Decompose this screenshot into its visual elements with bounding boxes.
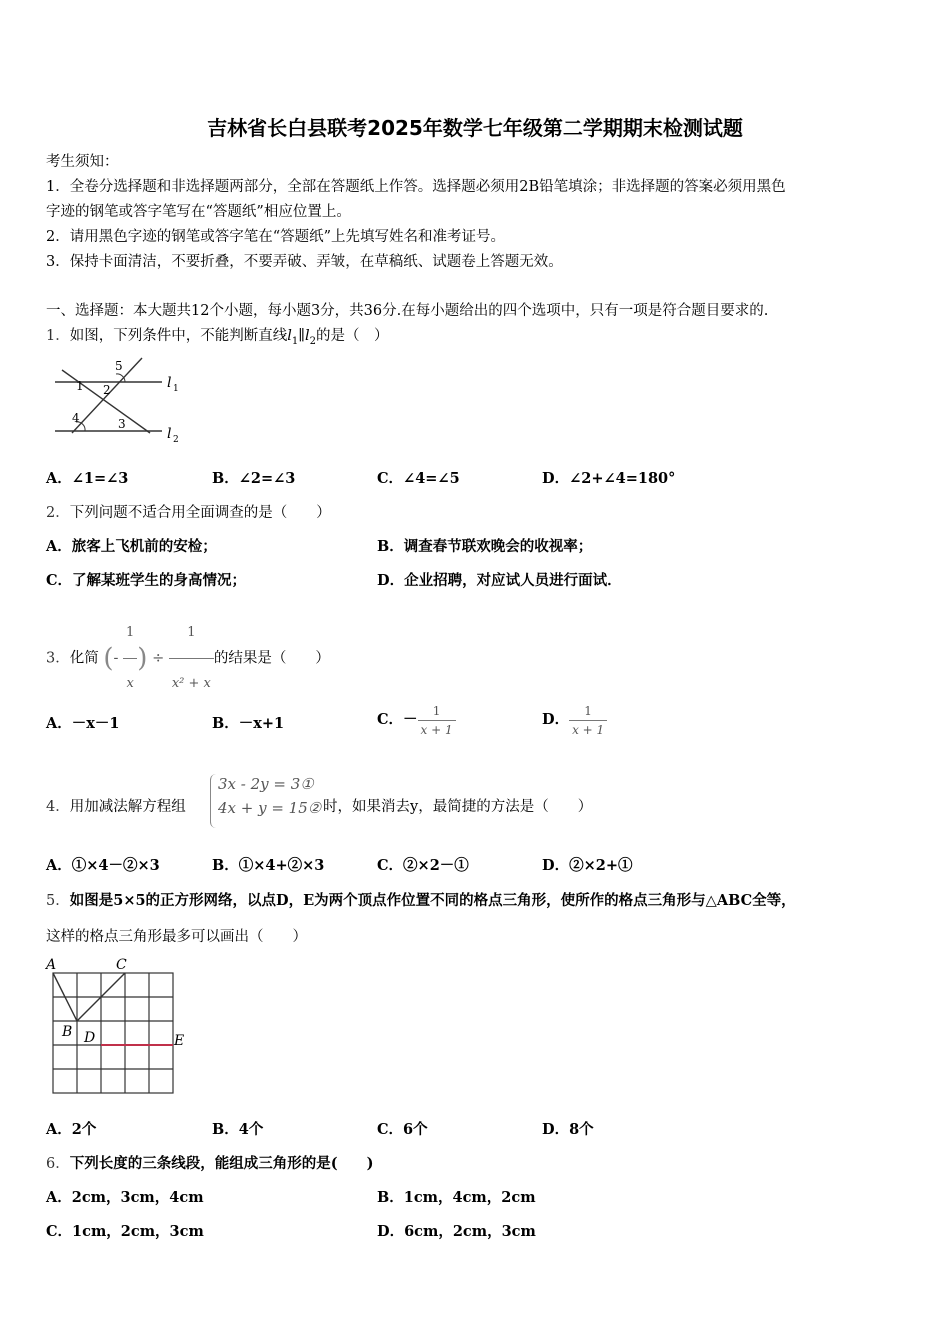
question-text: 如图，下列条件中，不能判断直线 <box>69 328 288 344</box>
question-text-end: 的结果是（ ） <box>213 650 330 667</box>
q2-option-c[interactable]: C．了解某班学生的身高情况； <box>46 572 247 589</box>
notice-item-2: 2．请用黑色字迹的钢笔或答字笔在“答题纸”上先填写姓名和准考证号。 <box>46 229 506 245</box>
notice-item-1: 1．全卷分选择题和非选择题两部分，全部在答题纸上作答。选择题必须用2B铅笔填涂；非选择题的答案必须用黑色 <box>46 179 786 195</box>
q6-option-d[interactable]: D．6cm，2cm，3cm <box>377 1223 536 1240</box>
section-heading: 一、选择题：本大题共12个小题，每小题3分，共36分.在每小题给出的四个选项中，只有一项是符合题目要求的. <box>46 303 769 319</box>
parallel-lines-figure <box>50 352 190 447</box>
fraction-1-over-x-plus-1 <box>418 702 456 739</box>
label-4: 4 <box>72 411 80 425</box>
denominator: x <box>126 676 134 691</box>
equation-2: 4x + y = 15② <box>218 799 322 817</box>
q4-option-b[interactable]: B．①×4+②×3 <box>212 857 325 874</box>
numerator: 1 <box>418 702 456 721</box>
q4-option-a[interactable]: A．①×4－②×3 <box>46 857 160 874</box>
question-3 <box>46 608 330 691</box>
question-6 <box>46 1154 373 1174</box>
line-l1-subscript: 1 <box>291 335 299 347</box>
label-l2: l <box>167 426 172 442</box>
equation-system-brace <box>210 774 217 828</box>
question-text: 如图是5×5的正方形网络，以点D，E为两个顶点作位置不同的格点三角形，使所作的格点三角形与△ABC全等， <box>69 892 796 909</box>
q5-option-c[interactable]: C．6个 <box>377 1121 428 1138</box>
q3-option-d[interactable] <box>542 690 607 750</box>
question-text-end: 的是（ ） <box>315 328 389 344</box>
label-a: A <box>46 957 57 973</box>
question-4-suffix: 时，如果消去y，最简捷的方法是（ ） <box>323 799 593 815</box>
right-paren-glyph: ) <box>137 643 148 674</box>
q2-option-b[interactable]: B．调查春节联欢晚会的收视率； <box>377 538 593 555</box>
option-label: C．－ <box>377 711 418 728</box>
notice-item-3: 3．保持卡面清洁，不要折叠，不要弄破、弄皱，在草稿纸、试题卷上答题无效。 <box>46 254 563 270</box>
q5-option-a[interactable]: A．2个 <box>46 1121 97 1138</box>
label-5: 5 <box>115 359 123 373</box>
label-d: D <box>84 1030 96 1046</box>
question-number: 2． <box>46 505 70 521</box>
label-b: B <box>62 1024 73 1040</box>
left-paren-glyph: ( <box>103 643 114 674</box>
equation-1: 3x - 2y = 3① <box>218 775 314 793</box>
denominator: x² + x <box>171 676 211 691</box>
label-1: 1 <box>76 379 84 393</box>
question-number: 4． <box>46 799 70 815</box>
q4-option-c[interactable]: C．②×2－① <box>377 857 469 874</box>
q5-option-b[interactable]: B．4个 <box>212 1121 264 1138</box>
question-5-cont: 这样的格点三角形最多可以画出（ ） <box>46 929 307 945</box>
numerator: 1 <box>569 702 607 721</box>
q5-option-d[interactable]: D．8个 <box>542 1121 594 1138</box>
question-text: 下列长度的三条线段，能组成三角形的是( ) <box>69 1155 374 1172</box>
label-2: 2 <box>103 383 111 397</box>
minus-sign: - <box>113 650 119 667</box>
q4-option-d[interactable]: D．②×2+① <box>542 857 633 874</box>
divide-sign: ÷ <box>152 650 165 667</box>
line-l1-letter: l <box>287 328 292 344</box>
question-number: 5． <box>46 893 70 909</box>
q3-option-b[interactable]: B．－x+1 <box>212 715 285 732</box>
numerator: 1 <box>169 608 214 659</box>
q2-option-a[interactable]: A．旅客上飞机前的安检； <box>46 538 217 555</box>
notice-item-1-cont: 字迹的钢笔或答字笔写在“答题纸”相应位置上。 <box>46 204 351 220</box>
q6-option-b[interactable]: B．1cm，4cm，2cm <box>377 1189 536 1206</box>
question-4-prefix <box>46 797 186 817</box>
grid-figure <box>44 954 194 1096</box>
label-3: 3 <box>118 417 126 431</box>
denominator: x + 1 <box>420 722 453 737</box>
question-1 <box>46 326 388 352</box>
fraction-1-over-x <box>123 608 137 709</box>
label-c: C <box>116 957 127 973</box>
page-title: 吉林省长白县联考2025年数学七年级第二学期期末检测试题 <box>207 116 743 140</box>
q3-option-c[interactable] <box>377 690 456 750</box>
q1-option-a[interactable]: A．∠1=∠3 <box>46 470 129 487</box>
equation-system <box>218 772 321 820</box>
numerator: 1 <box>123 608 137 659</box>
question-2 <box>46 503 331 523</box>
question-number: 1． <box>46 328 70 344</box>
label-l1-sub: 1 <box>173 384 179 394</box>
question-5 <box>46 891 796 911</box>
question-text: 用加减法解方程组 <box>69 799 186 815</box>
question-text: 下列问题不适合用全面调查的是（ ） <box>69 505 331 521</box>
label-l1: l <box>167 375 172 391</box>
fraction-1-over-x2-plus-x <box>169 608 214 709</box>
q3-option-a[interactable]: A．－x－1 <box>46 715 120 732</box>
label-l2-sub: 2 <box>173 435 179 445</box>
q1-option-d[interactable]: D．∠2+∠4=180° <box>542 470 676 487</box>
option-label: D． <box>542 711 570 728</box>
q6-option-a[interactable]: A．2cm，3cm，4cm <box>46 1189 204 1206</box>
q1-option-c[interactable]: C．∠4=∠5 <box>377 470 460 487</box>
q1-option-b[interactable]: B．∠2=∠3 <box>212 470 296 487</box>
fraction-1-over-x-plus-1 <box>569 702 607 739</box>
question-number: 6． <box>46 1156 70 1172</box>
q6-option-c[interactable]: C．1cm，2cm，3cm <box>46 1223 204 1240</box>
notice-heading: 考生须知： <box>46 154 119 170</box>
line-l2-subscript: 2 <box>309 335 316 347</box>
question-number: 3． <box>46 650 70 667</box>
label-e: E <box>174 1033 185 1049</box>
parallel-symbol: ∥ <box>298 328 305 344</box>
q2-option-d[interactable]: D．企业招聘，对应试人员进行面试． <box>377 572 622 589</box>
line-l2-letter: l <box>304 328 310 344</box>
question-text: 化简 <box>69 650 99 667</box>
denominator: x + 1 <box>572 722 605 737</box>
